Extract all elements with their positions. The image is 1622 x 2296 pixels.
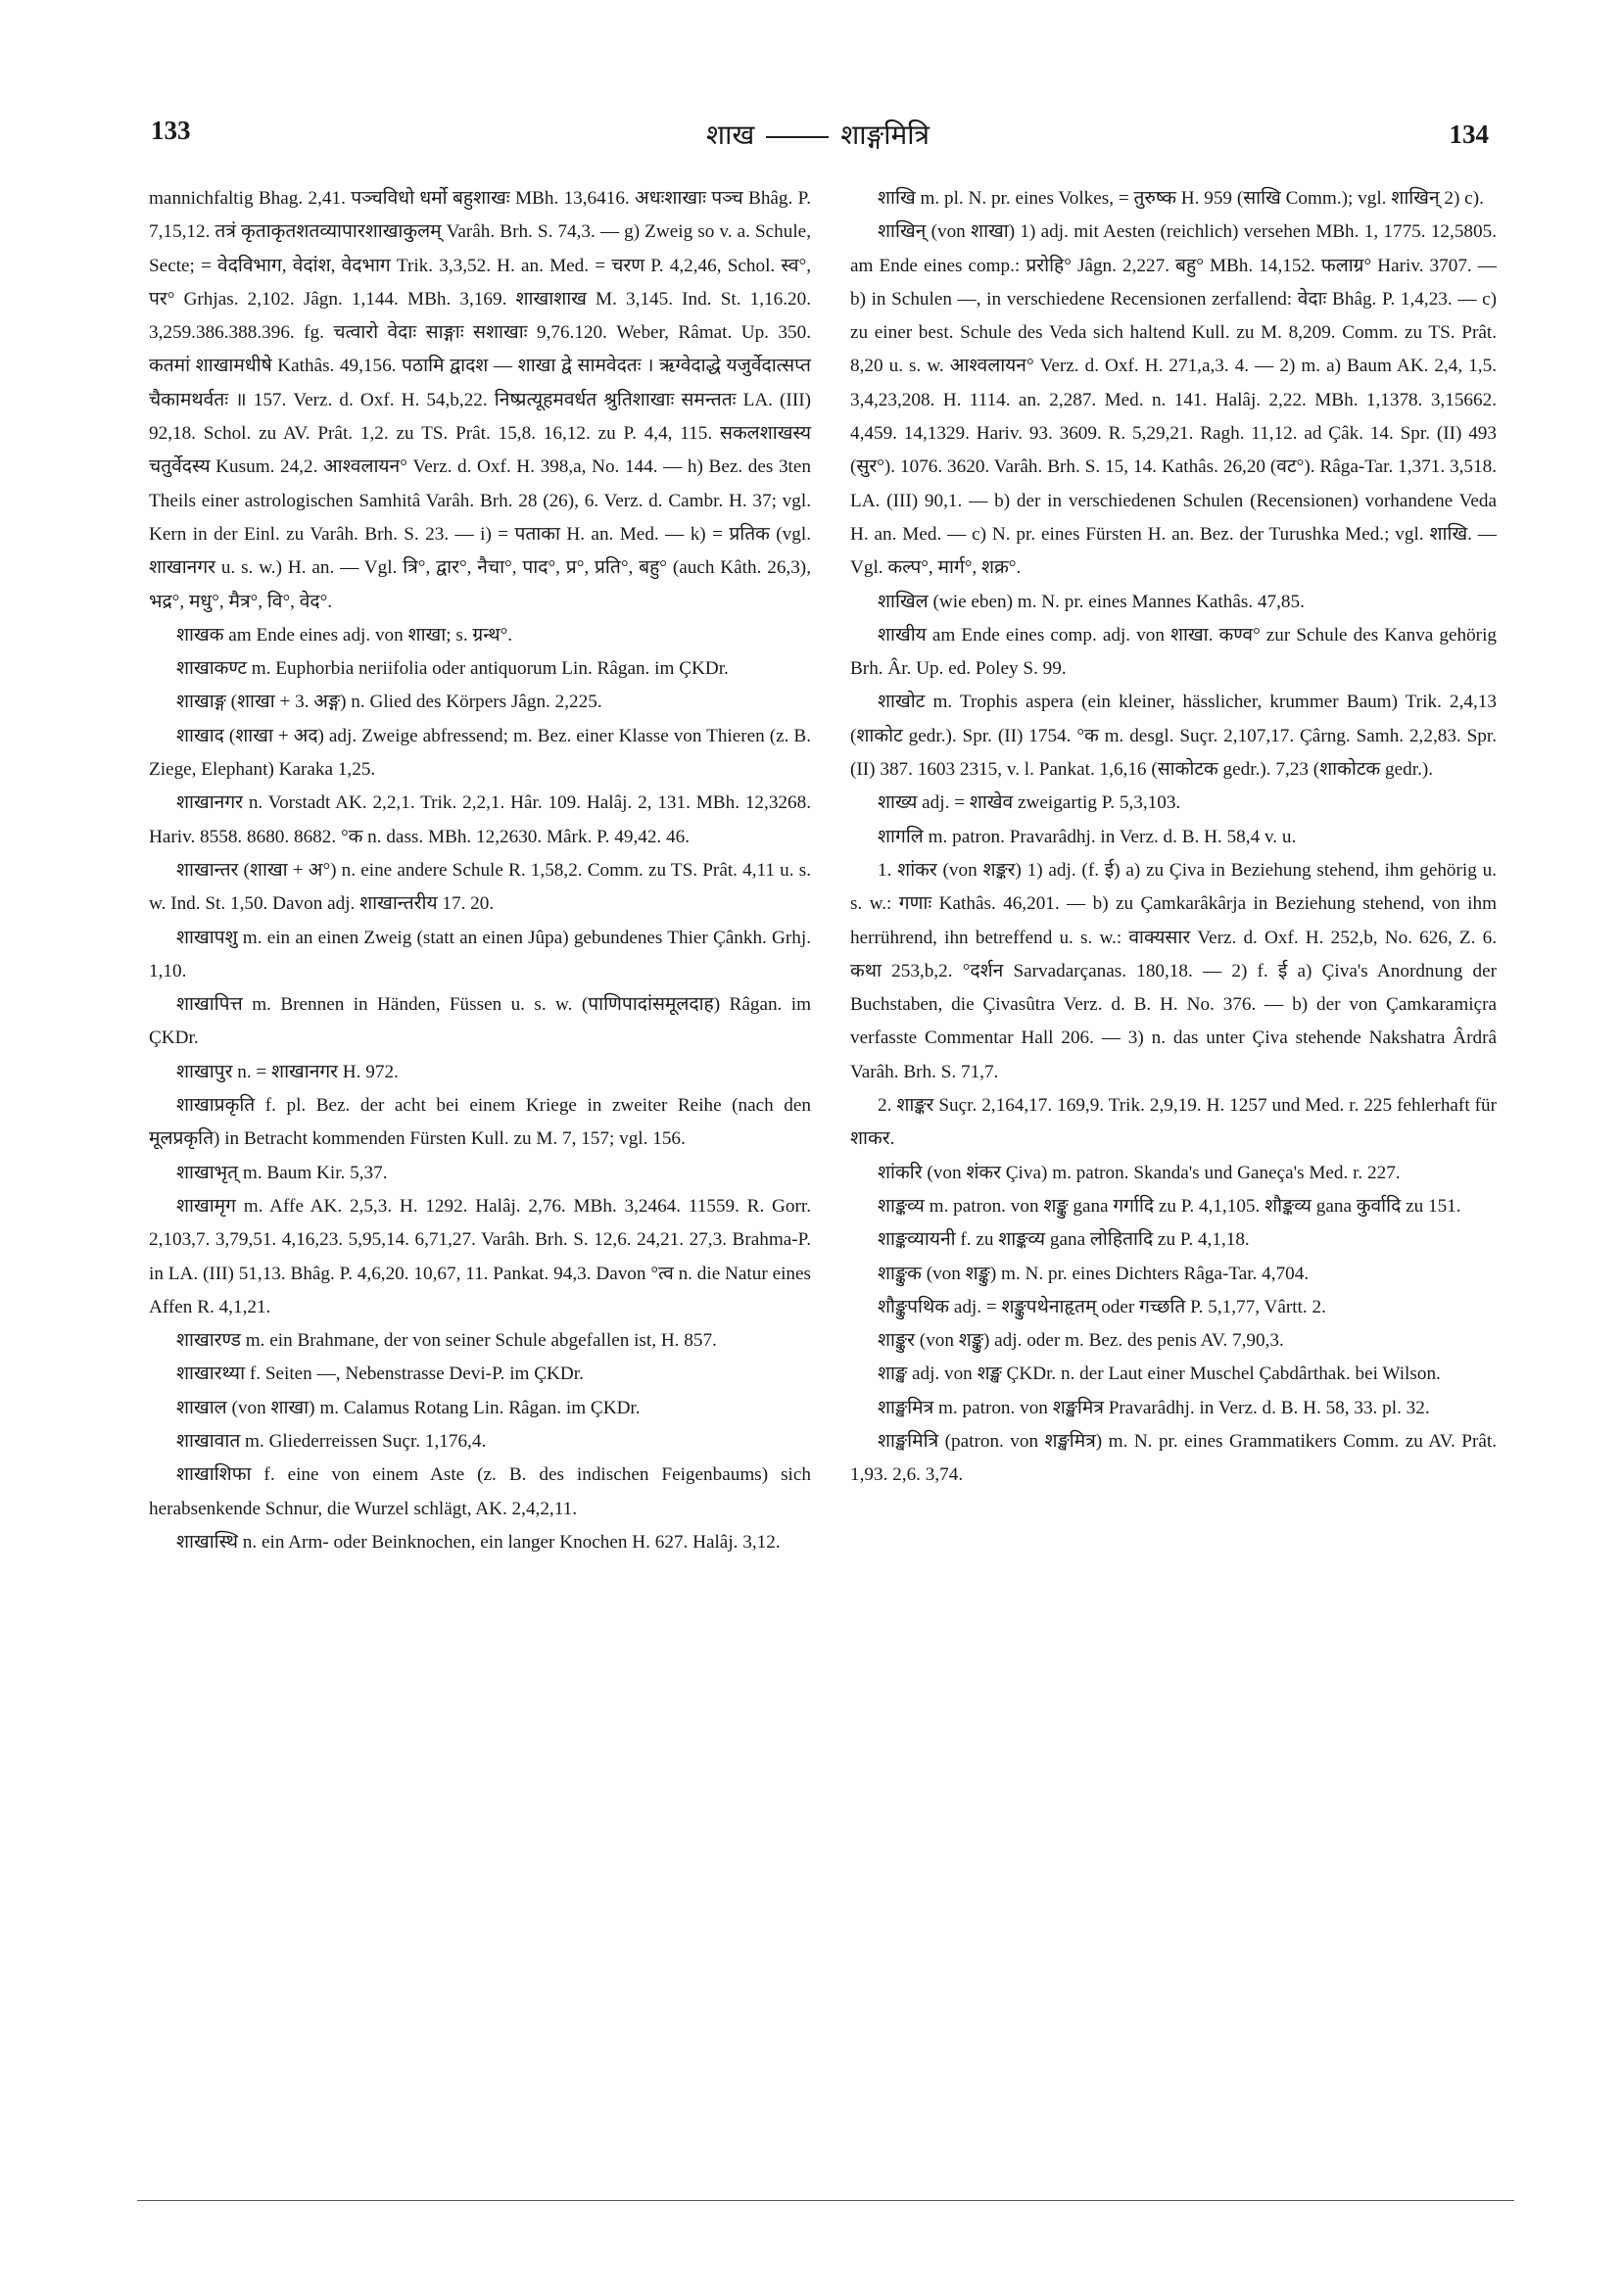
- dictionary-entry: शाखाद (शाखा + अद) adj. Zweige abfressend; m. Bez. einer Klasse von Thieren (z. B. Ziege, Elephant) Karaka 1,25.: [149, 725, 811, 781]
- left-column: [149, 182, 811, 1559]
- running-head: [147, 116, 1489, 153]
- page-header: [147, 116, 1489, 159]
- dictionary-entry: शाखाप्रकृति f. pl. Bez. der acht bei einem Kriege in zweiter Reihe (nach den मूलप्रकृति) in Betracht kommenden Fürsten Kull. zu M. 7, 157; vgl. 156.: [149, 1095, 811, 1150]
- dictionary-entry: शाङ्खमित्र m. patron. von शङ्खमित्र Pravarâdhj. in Verz. d. B. H. 58, 33. pl. 32.: [878, 1397, 1430, 1418]
- dictionary-entry: 1. शांकर (von शङ्कर) 1) adj. (f. ई) a) zu Çiva in Beziehung stehend, ihm gehörig u. s. w.: गणाः Kathâs. 46,201. — b) zu Çamkarâkârja in Beziehung stehend, von ihm herrührend, ihn betreffend u. s. w.: वाक्यसार Verz. d. Oxf. H. 252,b, No. 626, Z. 6. कथा 253,b,2. °दर्शन Sarvadarçanas. 180,18. — 2) f. ई a) Çiva's Anordnung der Buchstaben, die Çivasûtra Verz. d. B. H. No. 376. — b) der von Çamkaramiçra verfasste Commentar Hall 206. — 3) n. das unter Çiva stehende Nakshatra Ârdrâ Varâh. Brh. S. 71,7.: [850, 859, 1497, 1082]
- dictionary-entry: शाखानगर n. Vorstadt AK. 2,2,1. Trik. 2,2,1. Hâr. 109. Halâj. 2, 131. MBh. 12,3268. Hariv. 8558. 8680. 8682. °क n. dass. MBh. 12,2630. Mârk. P. 49,42. 46.: [149, 792, 811, 847]
- dictionary-entry: शाखापुर n. = शाखानगर H. 972.: [176, 1061, 399, 1082]
- dictionary-entry: शाखाङ्ग (शाखा + 3. अङ्ग) n. Glied des Körpers Jâgn. 2,225.: [176, 692, 602, 713]
- dictionary-entry: शाखाभृत् m. Baum Kir. 5,37.: [176, 1162, 388, 1183]
- dictionary-entry: शाखोट m. Trophis aspera (ein kleiner, hässlicher, krummer Baum) Trik. 2,4,13 (शाकोट gedr.). Spr. (II) 1754. °क m. desgl. Suçr. 2,107,17. Çârng. Samh. 2,2,83. Spr. (II) 387. 1603 2315, v. l. Pankat. 1,6,16 (साकोटक gedr.). 7,23 (शाकोटक gedr.).: [850, 692, 1497, 781]
- dictionary-entry: शाखक am Ende eines adj. von शाखा; s. ग्रन्थ°.: [176, 624, 513, 646]
- dictionary-entry: शाखापशु m. ein an einen Zweig (statt an einen Jûpa) gebundenes Thier Çânkh. Grhj. 1,10.: [149, 927, 811, 981]
- dictionary-entry: शाखीय am Ende eines comp. adj. von शाखा. कण्व° zur Schule des Kanva gehörig Brh. Âr. Up. ed. Poley S. 99.: [850, 624, 1497, 680]
- dictionary-entry: शागलि m. patron. Pravarâdhj. in Verz. d. B. H. 58,4 v. u.: [878, 826, 1297, 847]
- dictionary-entry: शाङ्कव्यायनी f. zu शाङ्कव्य gana लोहितादि zu P. 4,1,18.: [878, 1229, 1250, 1251]
- dictionary-entry: शाखिल (wie eben) m. N. pr. eines Mannes Kathâs. 47,85.: [878, 591, 1305, 612]
- dictionary-entry: शाखि m. pl. N. pr. eines Volkes, = तुरुष्क H. 959 (साखि Comm.); vgl. शाखिन् 2) c).: [878, 188, 1484, 209]
- dictionary-entry: शाखामृग m. Affe AK. 2,5,3. H. 1292. Halâj. 2,76. MBh. 3,2464. 11559. R. Gorr. 2,103,7. 3,79,51. 4,16,23. 5,95,14. 6,71,27. Varâh. Brh. S. 12,6. 24,21. 27,3. Brahma-P. in LA. (III) 51,13. Bhâg. P. 4,6,20. 10,67, 11. Pankat. 94,3. Davon °त्व n. die Natur eines Affen R. 4,1,21.: [149, 1195, 811, 1317]
- running-headword-right: शाङ्गमित्रि: [840, 119, 930, 151]
- dictionary-entry: शाखास्थि n. ein Arm- oder Beinknochen, ein langer Knochen H. 627. Halâj. 3,12.: [176, 1531, 781, 1553]
- dictionary-entry: mannichfaltig Bhag. 2,41. पञ्चविधो धर्मो बहुशाखः MBh. 13,6416. अधःशाखाः पञ्च Bhâg. P. 7,15,12. तत्रं कृताकृतशतव्यापारशाखाकुलम् Varâh. Brh. S. 74,3. — g) Zweig so v. a. Schule, Secte; = वेदविभाग, वेदांश, वेदभाग Trik. 3,3,52. H. an. Med. = चरण P. 4,2,46, Schol. स्व°, पर° Grhjas. 2,102. Jâgn. 1,144. MBh. 3,169. शाखाशाख M. 3,145. Ind. St. 1,16.20. 3,259.386.388.396. fg. चत्वारो वेदाः साङ्गाः सशाखाः 9,76.120. Weber, Râmat. Up. 350. कतमां शाखामधीषे Kathâs. 49,156. पठामि द्वादश — शाखा द्वे सामवेदतः । ऋग्वेदाद्धे यजुर्वेदात्सप्त चैकामथर्वतः ॥ 157. Verz. d. Oxf. H. 54,b,22. निष्प्रत्यूहमवर्धत श्रुतिशाखाः समन्ततः LA. (III) 92,18. Schol. zu AV. Prât. 1,2. zu TS. Prât. 15,8. 16,12. zu P. 4,4, 115. सकलशाखस्य चतुर्वेदस्य Kusum. 24,2. आश्वलायन° Verz. d. Oxf. H. 398,a, No. 144. — h) Bez. des 3ten Theils einer astrologischen Samhitâ Varâh. Brh. 28 (26), 6. Verz. d. Cambr. H. 37; vgl. Kern in der Einl. zu Varâh. Brh. S. 23. — i) = पताका H. an. Med. — k) = प्रतिक (vgl. शाखानगर u. s. w.) H. an. — Vgl. त्रि°, द्वार°, नैचा°, पाद°, प्र°, प्रति°, बहु° (auch Kâth. 26,3), भद्र°, मधु°, मैत्र°, वि°, वेद°.: [149, 188, 811, 612]
- running-head-dash: [766, 136, 829, 138]
- page-number-right: 134: [1449, 120, 1489, 149]
- running-headword-left: शाख: [706, 119, 755, 151]
- dictionary-entry: शाङ्कुक (von शङ्कु) m. N. pr. eines Dichters Râga-Tar. 4,704.: [878, 1263, 1310, 1284]
- right-column: [850, 182, 1497, 1493]
- bottom-rule: [137, 2200, 1514, 2201]
- dictionary-entry: शौङ्कुपथिक adj. = शङ्कुपथेनाहृतम् oder गच्छति P. 5,1,77, Vârtt. 2.: [878, 1296, 1326, 1317]
- dictionary-entry: शाङ्खमित्रि (patron. von शङ्खमित्र) m. N. pr. eines Grammatikers Comm. zu AV. Prât. 1,93. 2,6. 3,74.: [850, 1430, 1497, 1486]
- dictionary-entry: शाख्य adj. = शाखेव zweigartig P. 5,3,103.: [878, 792, 1181, 814]
- dictionary-entry: शाखापित्त m. Brennen in Händen, Füssen u. s. w. (पाणिपादांसमूलदाह) Râgan. im ÇKDr.: [149, 994, 811, 1049]
- dictionary-entry: शाङ्कव्य m. patron. von शङ्कु gana गर्गादि zu P. 4,1,105. शौङ्कव्य gana कुर्वादि zu 151.: [878, 1195, 1461, 1217]
- dictionary-entry: 2. शाङ्कर Suçr. 2,164,17. 169,9. Trik. 2,9,19. H. 1257 und Med. r. 225 fehlerhaft für शाकर.: [850, 1095, 1497, 1150]
- dictionary-entry: शाखारथ्या f. Seiten —, Nebenstrasse Devi-P. im ÇKDr.: [176, 1363, 584, 1385]
- dictionary-entry: शाखान्तर (शाखा + अ°) n. eine andere Schule R. 1,58,2. Comm. zu TS. Prât. 4,11 u. s. w. Ind. St. 1,50. Davon adj. शाखान्तरीय 17. 20.: [149, 859, 811, 915]
- dictionary-entry: शाखाशिफा f. eine von einem Aste (z. B. des indischen Feigenbaums) sich herabsenkende Schnur, die Wurzel schlägt, AK. 2,4,2,11.: [149, 1464, 811, 1519]
- dictionary-entry: शाखाकण्ट m. Euphorbia neriifolia oder antiquorum Lin. Râgan. im ÇKDr.: [176, 658, 729, 680]
- dictionary-entry: शाखाल (von शाखा) m. Calamus Rotang Lin. Râgan. im ÇKDr.: [176, 1397, 641, 1418]
- dictionary-entry: शाखारण्ड m. ein Brahmane, der von seiner Schule abgefallen ist, H. 857.: [176, 1330, 717, 1352]
- page-number-left: 133: [151, 116, 191, 145]
- dictionary-entry: शाखिन् (von शाखा) 1) adj. mit Aesten (reichlich) versehen MBh. 1, 1775. 12,5805. am Ende eines comp.: प्ररोहि° Jâgn. 2,227. बहु° MBh. 14,152. फलाग्र° Hariv. 3707. — b) in Schulen —, in verschiedene Recensionen zerfallend: वेदाः Bhâg. P. 1,4,23. — c) zu einer best. Schule des Veda sich haltend Kull. zu M. 8,209. Comm. zu TS. Prât. 8,20 u. s. w. आश्वलायन° Verz. d. Oxf. H. 271,a,3. 4. — 2) m. a) Baum AK. 2,4, 1,5. 3,4,23,208. H. 1114. an. 2,287. Med. n. 141. Halâj. 2,22. MBh. 1,1378. 3,15662. 4,459. 14,1329. Hariv. 93. 3609. R. 5,29,21. Ragh. 11,12. ad Çâk. 14. Spr. (II) 493 (सुर°). 1076. 3620. Varâh. Brh. S. 15, 14. Kathâs. 26,20 (वट°). Râga-Tar. 1,371. 3,518. LA. (III) 90,1. — b) der in verschiedenen Schulen (Recensionen) vorhandene Veda H. an. Med. — c) N. pr. eines Fürsten H. an. Bez. der Turushka Med.; vgl. शाखि. — Vgl. कल्प°, मार्ग°, शक्र°.: [850, 221, 1497, 579]
- dictionary-entry: शांकरि (von शंकर Çiva) m. patron. Skanda's und Ganeça's Med. r. 227.: [878, 1162, 1401, 1183]
- dictionary-entry: शाङ्ख adj. von शङ्ख ÇKDr. n. der Laut einer Muschel Çabdârthak. bei Wilson.: [878, 1363, 1441, 1385]
- dictionary-entry: शाखावात m. Gliederreissen Suçr. 1,176,4.: [176, 1430, 487, 1452]
- dictionary-entry: शाङ्कुर (von शङ्कु) adj. oder m. Bez. des penis AV. 7,90,3.: [878, 1330, 1284, 1352]
